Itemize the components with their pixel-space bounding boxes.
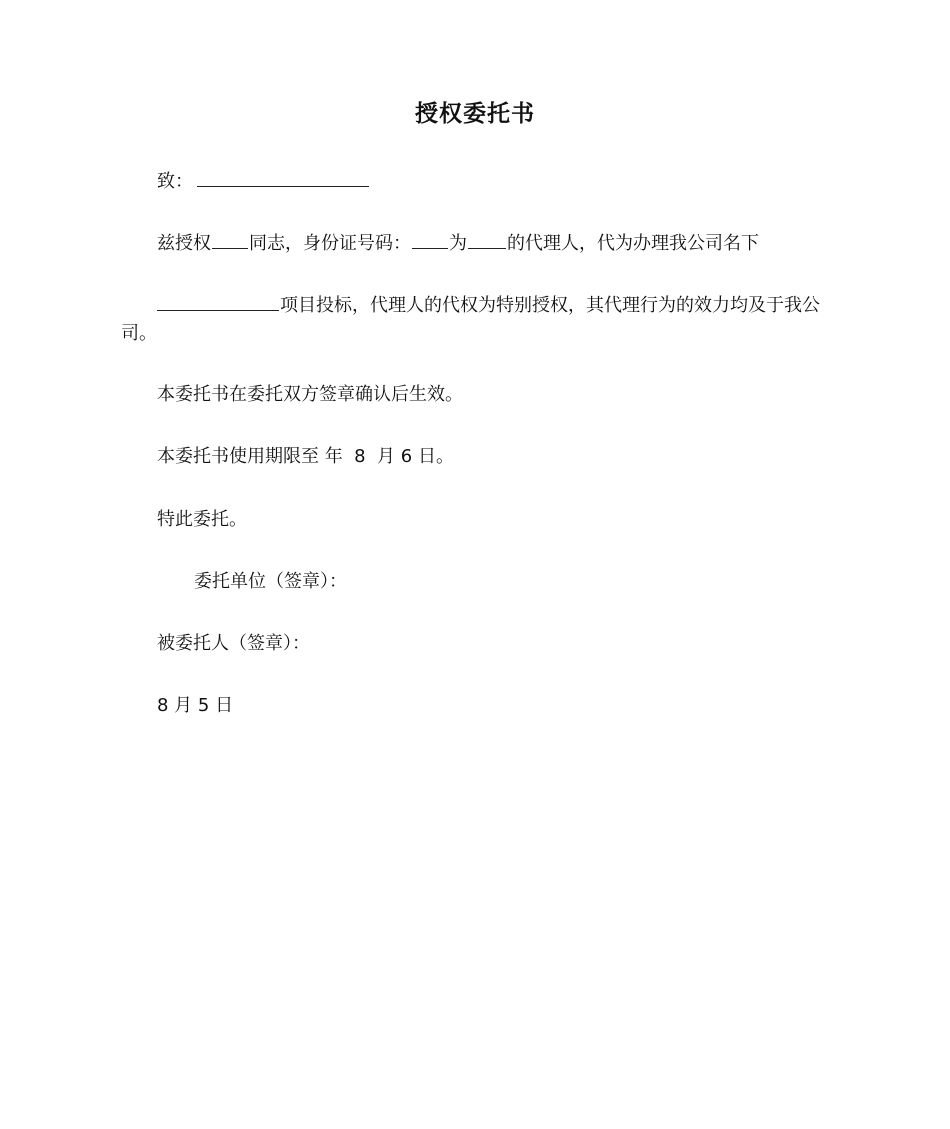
project-paragraph <box>157 290 820 321</box>
document-title: 授权委托书 <box>415 101 535 127</box>
authorization-paragraph <box>157 228 759 259</box>
agent-name-blank <box>212 228 248 249</box>
project-name-blank <box>157 290 279 311</box>
principal-blank <box>468 228 506 249</box>
authorization-text-c: 为 <box>449 233 467 254</box>
id-number-blank <box>412 228 448 249</box>
authorization-text-d: 的代理人，代为办理我公司名下 <box>507 233 759 254</box>
principal-signature-line: 委托单位（签章）： <box>194 571 347 592</box>
project-paragraph-continued <box>121 319 157 349</box>
closing-paragraph: 特此委托。 <box>157 509 247 530</box>
authorization-text-b: 同志，身份证号码： <box>249 233 411 254</box>
recipient-blank <box>197 166 369 187</box>
project-text-a: 项目投标，代理人的代权为特别授权，其代理行为的效力均及于我公 <box>280 295 820 316</box>
validity-text: 本委托书使用期限至 年 8 月 6 日。 <box>157 446 454 467</box>
validity-paragraph <box>157 442 454 472</box>
authorization-text-a: 兹授权 <box>157 233 211 254</box>
effective-paragraph: 本委托书在委托双方签章确认后生效。 <box>157 384 463 405</box>
recipient-line <box>157 166 370 197</box>
document-date: 8 月 5 日 <box>157 695 234 716</box>
agent-signature-line: 被委托人（签章）： <box>157 633 310 654</box>
project-text-b: 司。 <box>121 323 157 344</box>
recipient-label: 致： <box>157 171 193 192</box>
